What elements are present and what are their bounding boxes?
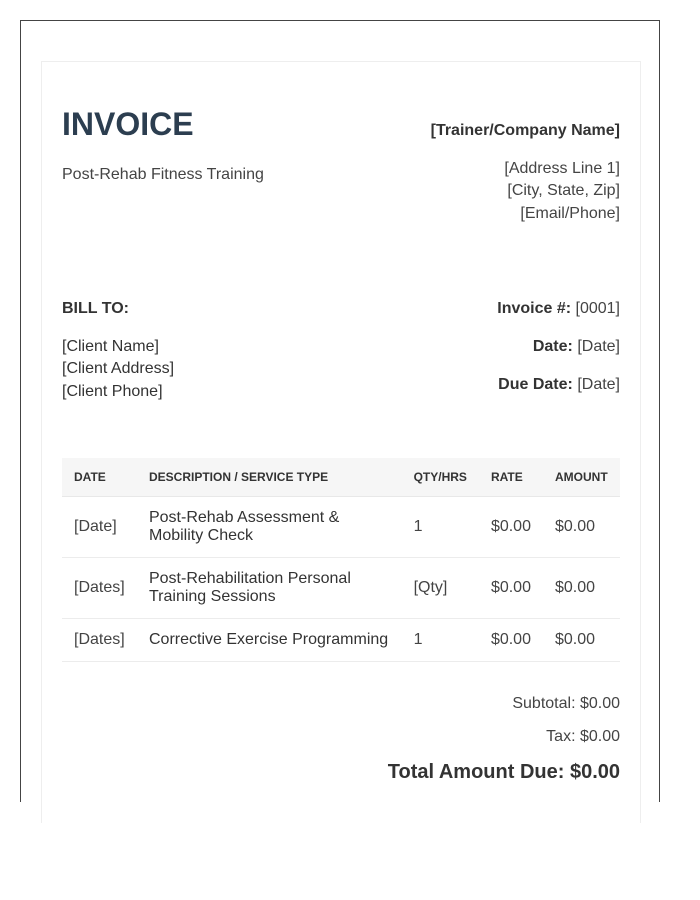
column-header-amount: AMOUNT bbox=[543, 458, 620, 497]
column-header-date: DATE bbox=[62, 458, 137, 497]
cell-qty: 1 bbox=[402, 619, 479, 662]
cell-description: Post-Rehabilitation Personal Training Sessions bbox=[137, 558, 402, 619]
due-date-value: [Date] bbox=[577, 376, 620, 393]
client-name: [Client Name] bbox=[62, 337, 159, 355]
company-name: [Trainer/Company Name] bbox=[430, 122, 620, 139]
cell-date: [Date] bbox=[62, 497, 137, 558]
due-date-row bbox=[497, 374, 620, 397]
cell-description: Post-Rehab Assessment & Mobility Check bbox=[137, 497, 402, 558]
invoice-number-value: [0001] bbox=[575, 300, 620, 317]
invoice-meta bbox=[497, 298, 620, 412]
line-items-table bbox=[62, 458, 620, 662]
column-header-qty: QTY/HRS bbox=[402, 458, 479, 497]
cell-rate: $0.00 bbox=[479, 497, 543, 558]
column-header-rate: RATE bbox=[479, 458, 543, 497]
table-row bbox=[62, 497, 620, 558]
table-header-row bbox=[62, 458, 620, 497]
invoice-number-row bbox=[497, 298, 620, 321]
invoice-title: INVOICE bbox=[62, 106, 194, 142]
cell-date: [Dates] bbox=[62, 619, 137, 662]
cell-description: Corrective Exercise Programming bbox=[137, 619, 402, 662]
client-phone: [Client Phone] bbox=[62, 382, 163, 400]
invoice-date-row bbox=[497, 336, 620, 359]
column-header-description: DESCRIPTION / SERVICE TYPE bbox=[137, 458, 402, 497]
company-address-line-1: [Address Line 1] bbox=[504, 159, 620, 177]
company-city-state-zip: [City, State, Zip] bbox=[507, 182, 620, 199]
totals-section bbox=[388, 694, 620, 784]
tax: Tax: $0.00 bbox=[546, 728, 620, 745]
bill-to-label: BILL TO: bbox=[62, 300, 129, 317]
invoice-subtitle: Post-Rehab Fitness Training bbox=[62, 166, 264, 183]
invoice-page bbox=[20, 20, 660, 802]
due-date-label: Due Date: bbox=[498, 376, 573, 393]
table-row bbox=[62, 558, 620, 619]
invoice-date-label: Date: bbox=[532, 338, 573, 355]
cell-rate: $0.00 bbox=[479, 558, 543, 619]
cell-qty: 1 bbox=[402, 497, 479, 558]
bill-to bbox=[62, 298, 174, 403]
cell-rate: $0.00 bbox=[479, 619, 543, 662]
invoice-number-label: Invoice #: bbox=[497, 300, 572, 317]
table-row bbox=[62, 619, 620, 662]
company-info bbox=[431, 120, 620, 225]
total-amount-due: Total Amount Due: $0.00 bbox=[387, 761, 620, 783]
cell-amount: $0.00 bbox=[543, 619, 620, 662]
cell-amount: $0.00 bbox=[543, 558, 620, 619]
subtotal: Subtotal: $0.00 bbox=[512, 695, 620, 712]
client-address: [Client Address] bbox=[62, 360, 175, 377]
invoice-date-value: [Date] bbox=[577, 338, 620, 355]
cell-date: [Dates] bbox=[62, 558, 137, 619]
company-email-phone: [Email/Phone] bbox=[520, 204, 620, 222]
cell-qty: [Qty] bbox=[402, 558, 479, 619]
cell-amount: $0.00 bbox=[543, 497, 620, 558]
invoice-card bbox=[41, 61, 641, 823]
